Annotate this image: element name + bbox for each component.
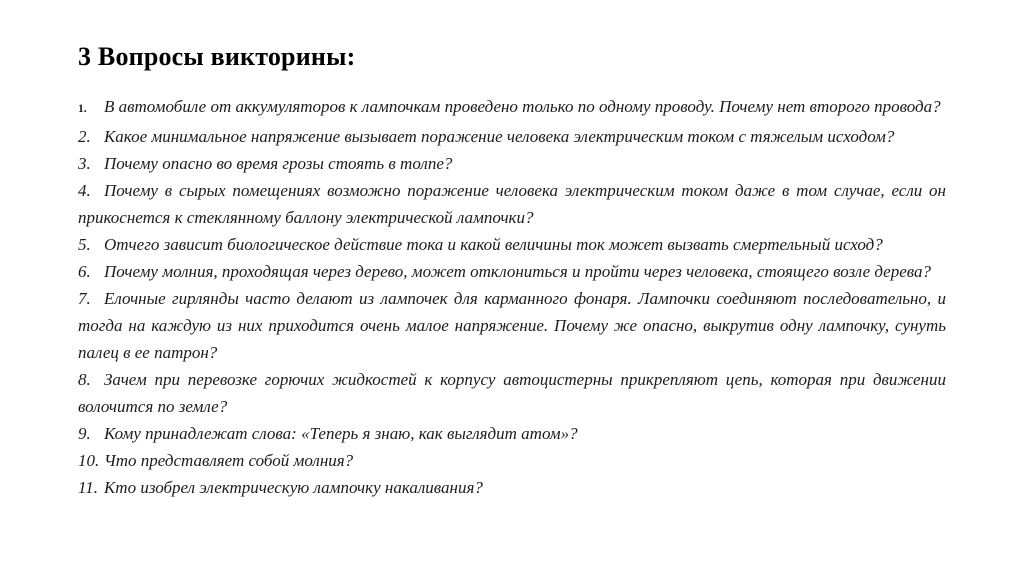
question-number: 2.: [78, 127, 91, 146]
question-item: [78, 231, 946, 258]
question-text: Зачем при перевозке горючих жидкостей к корпусу автоцистерны прикрепляют цепь, которая при движении волочится по земле?: [78, 370, 946, 416]
question-text: Кто изобрел электрическую лампочку накаливания?: [104, 478, 483, 497]
question-number: 6.: [78, 262, 91, 281]
question-item: [78, 285, 946, 366]
question-item: [78, 150, 946, 177]
question-item: [78, 366, 946, 420]
question-item: [78, 123, 946, 150]
question-text: В автомобиле от аккумуляторов к лампочкам проведено только по одному проводу. Почему нет второго провода?: [104, 97, 941, 116]
question-number: 11.: [78, 478, 98, 497]
question-item: [78, 447, 946, 474]
question-list: [78, 93, 946, 501]
question-text: Что представляет собой молния?: [104, 451, 354, 470]
question-text: Кому принадлежат слова: «Теперь я знаю, как выглядит атом»?: [104, 424, 578, 443]
question-text: Почему опасно во время грозы стоять в толпе?: [104, 154, 453, 173]
question-number: 5.: [78, 235, 91, 254]
question-text: Почему молния, проходящая через дерево, может отклониться и пройти через человека, стоящего возле дерева?: [104, 262, 932, 281]
question-number: 4.: [78, 181, 91, 200]
question-number: 3.: [78, 154, 91, 173]
question-number: 7.: [78, 289, 91, 308]
slide-title: 3 Вопросы викторины:: [78, 42, 356, 71]
question-item: [78, 93, 946, 123]
question-text: Какое минимальное напряжение вызывает поражение человека электрическим током с тяжелым исходом?: [104, 127, 895, 146]
question-number: 1.: [78, 103, 87, 115]
question-item: [78, 420, 946, 447]
question-item: [78, 258, 946, 285]
question-text: Почему в сырых помещениях возможно поражение человека электрическим током даже в том случае, если он прикоснется к стеклянному баллону электрической лампочки?: [78, 181, 946, 227]
question-number: 10.: [78, 451, 100, 470]
question-item: [78, 177, 946, 231]
question-number: 9.: [78, 424, 91, 443]
question-item: [78, 474, 946, 501]
question-text: Елочные гирлянды часто делают из лампочек для карманного фонаря. Лампочки соединяют последовательно, и тогда на каждую из них приходится очень малое напряжение. Почему же опасно, выкрутив одну лампочку, сунуть палец в ее патрон?: [78, 289, 946, 362]
question-number: 8.: [78, 370, 91, 389]
question-text: Отчего зависит биологическое действие тока и какой величины ток может вызвать смертельный исход?: [104, 235, 883, 254]
